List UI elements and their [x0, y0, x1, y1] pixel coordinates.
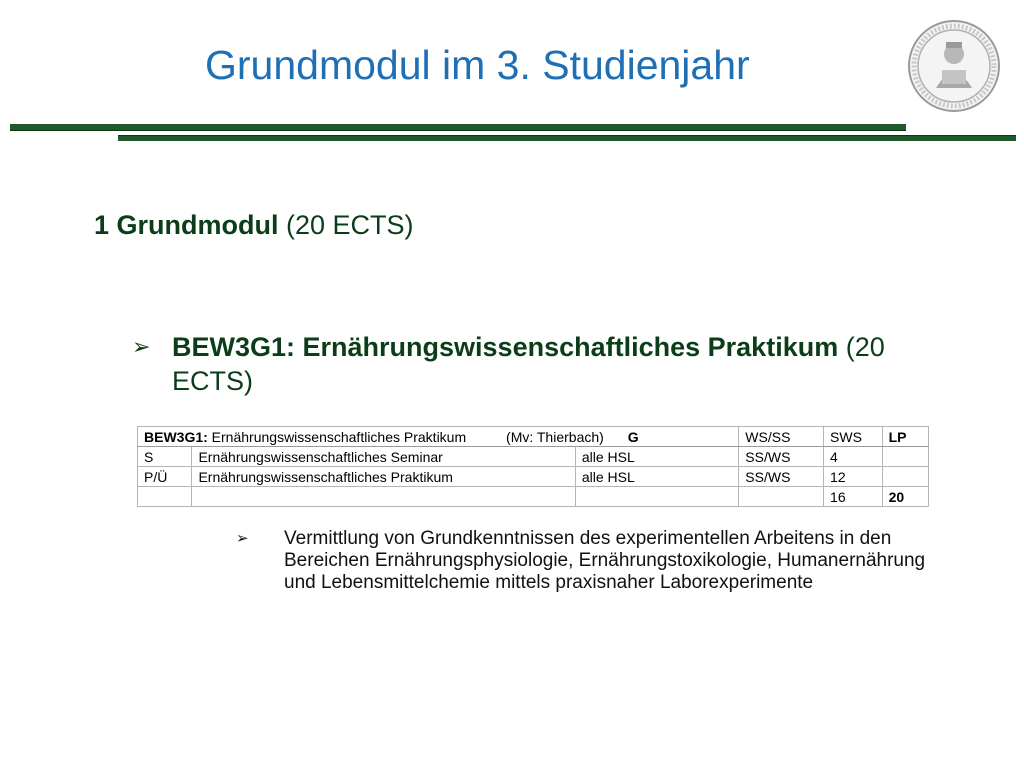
table-cell-sws-total: 16: [824, 487, 883, 507]
table-cell-hsl: [575, 487, 738, 507]
section-heading-rest: (20 ECTS): [278, 210, 414, 240]
table-cell-type: [138, 487, 192, 507]
module-table: [137, 426, 929, 507]
section-heading: [94, 210, 414, 241]
table-header-lp: LP: [882, 427, 928, 447]
module-bullet-rest: (20 ECTS): [172, 332, 885, 396]
table-cell-type: P/Ü: [138, 467, 192, 487]
table-cell-semester: SS/WS: [739, 467, 824, 487]
table-cell-name: Ernährungswissenschaftliches Seminar: [192, 447, 575, 467]
table-header-code: BEW3G1:: [144, 428, 208, 445]
table-row-total: [138, 487, 929, 507]
table-row: [138, 467, 929, 487]
table-header-semester: WS/SS: [739, 427, 824, 447]
module-bullet-bold: BEW3G1: Ernährungswissenschaftliches Praktikum: [172, 332, 839, 362]
table-cell-lp-total: 20: [882, 487, 928, 507]
title-rule-bottom: [118, 135, 1016, 141]
table-cell-sws: 4: [824, 447, 883, 467]
arrow-bullet-icon: ➢: [132, 334, 151, 359]
table-cell-name: Ernährungswissenschaftliches Praktikum: [192, 467, 575, 487]
table-cell-semester: SS/WS: [739, 447, 824, 467]
table-cell-type: S: [138, 447, 192, 467]
module-bullet: [132, 330, 892, 398]
table-header-g: G: [627, 428, 639, 445]
slide-title: Grundmodul im 3. Studienjahr: [205, 42, 750, 88]
section-heading-bold: 1 Grundmodul: [94, 210, 279, 240]
table-header-mv: (Mv: Thierbach): [506, 428, 604, 445]
table-cell-lp: [882, 467, 928, 487]
table-cell-lp: [882, 447, 928, 467]
table-cell-name: [192, 487, 575, 507]
university-seal-icon: [906, 18, 1002, 114]
table-row: [138, 447, 929, 467]
description-text: Vermittlung von Grundkenntnissen des experimentellen Arbeitens in den Bereichen Ernährungsphysiologie, Ernährungstoxikologie, Humanernährung und Lebensmittelchemie mittels praxisnaher Laborexperimente: [284, 528, 926, 593]
table-header-name: Ernährungswissenschaftliches Praktikum: [207, 428, 467, 445]
arrow-bullet-icon: ➢: [236, 530, 249, 547]
table-cell-hsl: alle HSL: [575, 447, 738, 467]
table-header-row: [138, 427, 929, 447]
table-cell-hsl: alle HSL: [575, 467, 738, 487]
table-header-sws: SWS: [824, 427, 883, 447]
table-header-title: [138, 427, 739, 447]
title-rule-top: [10, 124, 906, 131]
table-cell-semester: [739, 487, 824, 507]
table-cell-sws: 12: [824, 467, 883, 487]
description-bullet: [236, 528, 956, 594]
